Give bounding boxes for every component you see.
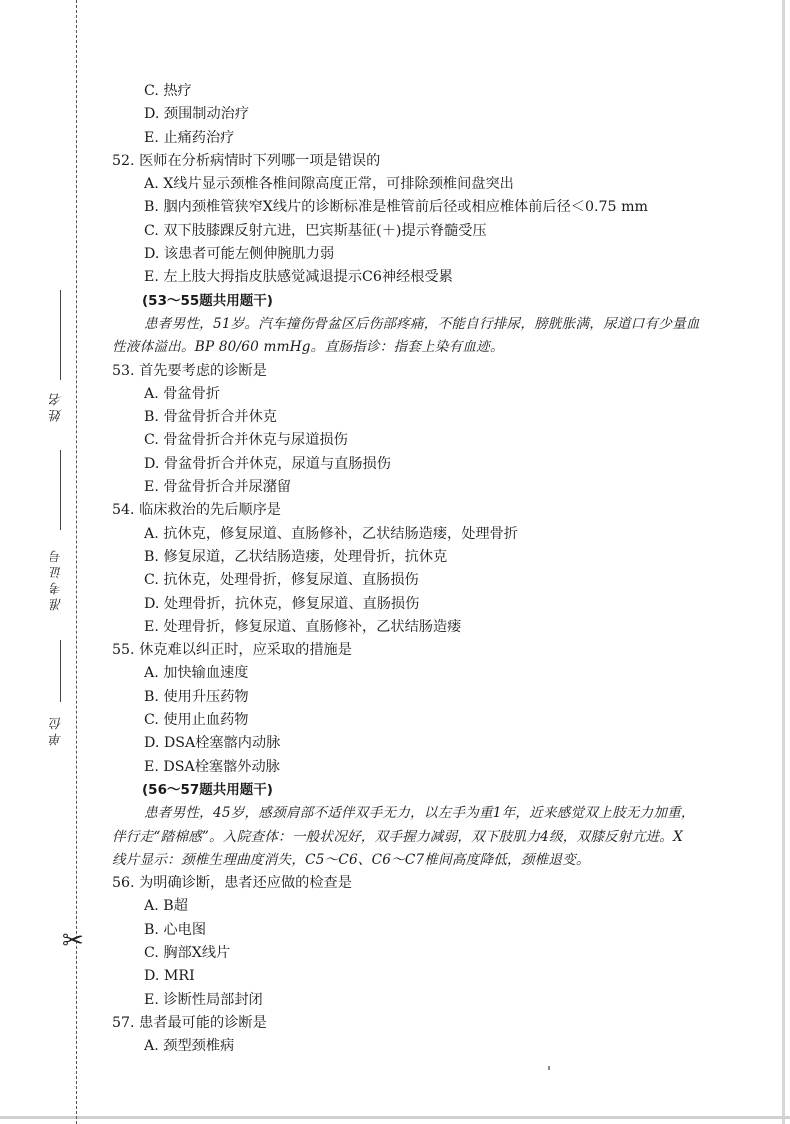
answer-option: E. 骨盆骨折合并尿潴留 [144,479,292,496]
name-field [48,290,76,430]
case-description-continued: 伴行走“踏棉感”。入院查体：一般状况好，双手握力减弱，双下肢肌力4级，双膝反射亢进。X [112,828,683,845]
question-stem: 52. 医师在分析病情时下列哪一项是错误的 [112,152,381,169]
answer-option: E. 左上肢大拇指皮肤感觉减退提示C6神经根受累 [144,269,453,286]
exam-id-underline [60,450,61,530]
answer-option: A. X线片显示颈椎各椎间隙高度正常，可排除颈椎间盘突出 [144,176,514,193]
shared-stem-header: (56～57题共用题干) [142,781,273,798]
unit-field [48,640,76,760]
page-bottom-shadow [0,1116,790,1119]
name-underline [60,290,61,380]
scissors-icon: ✂ [62,926,84,956]
answer-option: B. 骨盆骨折合并休克 [144,409,277,426]
answer-option: C. 抗休克，处理骨折，修复尿道、直肠损伤 [144,572,419,589]
answer-option: D. 处理骨折，抗休克，修复尿道、直肠损伤 [144,595,420,612]
answer-option: B. 心电图 [144,921,207,938]
answer-option: E. 止痛药治疗 [144,129,235,146]
answer-option: B. 修复尿道，乙状结肠造瘘，处理骨折，抗休克 [144,548,448,565]
question-content [112,80,752,1058]
case-description: 患者男性，51岁。汽车撞伤骨盆区后伤部疼痛，不能自行排尿，膀胱胀满，尿道口有少量血 [144,315,700,332]
page-edge-shadow [782,0,785,1124]
answer-option: C. 胸部X线片 [144,944,231,961]
answer-option: B. 胭内颈椎管狭窄X线片的诊断标准是椎管前后径或相应椎体前后径＜0.75 mm [144,199,648,216]
question-stem: 56. 为明确诊断，患者还应做的检查是 [112,875,352,892]
answer-option: D. 骨盆骨折合并休克，尿道与直肠损伤 [144,455,391,472]
shared-stem-header: (53～55题共用题干) [142,292,273,309]
answer-option: D. 该患者可能左侧伸腕肌力弱 [144,246,335,263]
answer-option: C. 骨盆骨折合并休克与尿道损伤 [144,432,348,449]
case-description: 患者男性，45岁，感颈肩部不适伴双手无力，以左手为重1年，近来感觉双上肢无力加重， [144,805,695,822]
exam-id-field [48,450,76,630]
answer-option: A. 抗休克，修复尿道、直肠修补，乙状结肠造瘘，处理骨折 [144,525,518,542]
answer-option: E. DSA栓塞髂外动脉 [144,758,280,775]
answer-option: C. 使用止血药物 [144,712,249,729]
case-description-continued: 性液体溢出。BP 80/60 mmHg。直肠指诊：指套上染有血迹。 [112,339,504,356]
answer-option: A. 颈型颈椎病 [144,1038,235,1055]
answer-option: D. 颈围制动治疗 [144,106,250,123]
answer-option: E. 处理骨折，修复尿道、直肠修补，乙状结肠造瘘 [144,618,462,635]
answer-option: A. B超 [144,898,188,915]
answer-option: C. 双下肢膝踝反射亢进，巴宾斯基征(＋)提示脊髓受压 [144,222,487,239]
page-mark [548,1066,550,1070]
question-stem: 57. 患者最可能的诊断是 [112,1014,267,1031]
question-stem: 54. 临床救治的先后顺序是 [112,502,281,519]
exam-id-label: 准考证号 [50,547,65,611]
answer-option: B. 使用升压药物 [144,688,249,705]
question-stem: 55. 休克难以纠正时，应采取的措施是 [112,642,352,659]
name-label: 姓名 [50,390,65,422]
question-stem: 53. 首先要考虑的诊断是 [112,362,267,379]
answer-option: D. DSA栓塞髂内动脉 [144,735,281,752]
case-description-continued: 线片显示：颈椎生理曲度消失，C5～C6、C6～C7椎间高度降低，颈椎退变。 [112,851,590,868]
unit-underline [60,640,61,702]
answer-option: A. 加快输血速度 [144,665,249,682]
unit-label: 单位 [50,714,65,746]
answer-option: D. MRI [144,968,195,985]
answer-option: C. 热疗 [144,83,192,99]
answer-option: A. 骨盆骨折 [144,385,221,402]
answer-option: E. 诊断性局部封闭 [144,991,263,1008]
